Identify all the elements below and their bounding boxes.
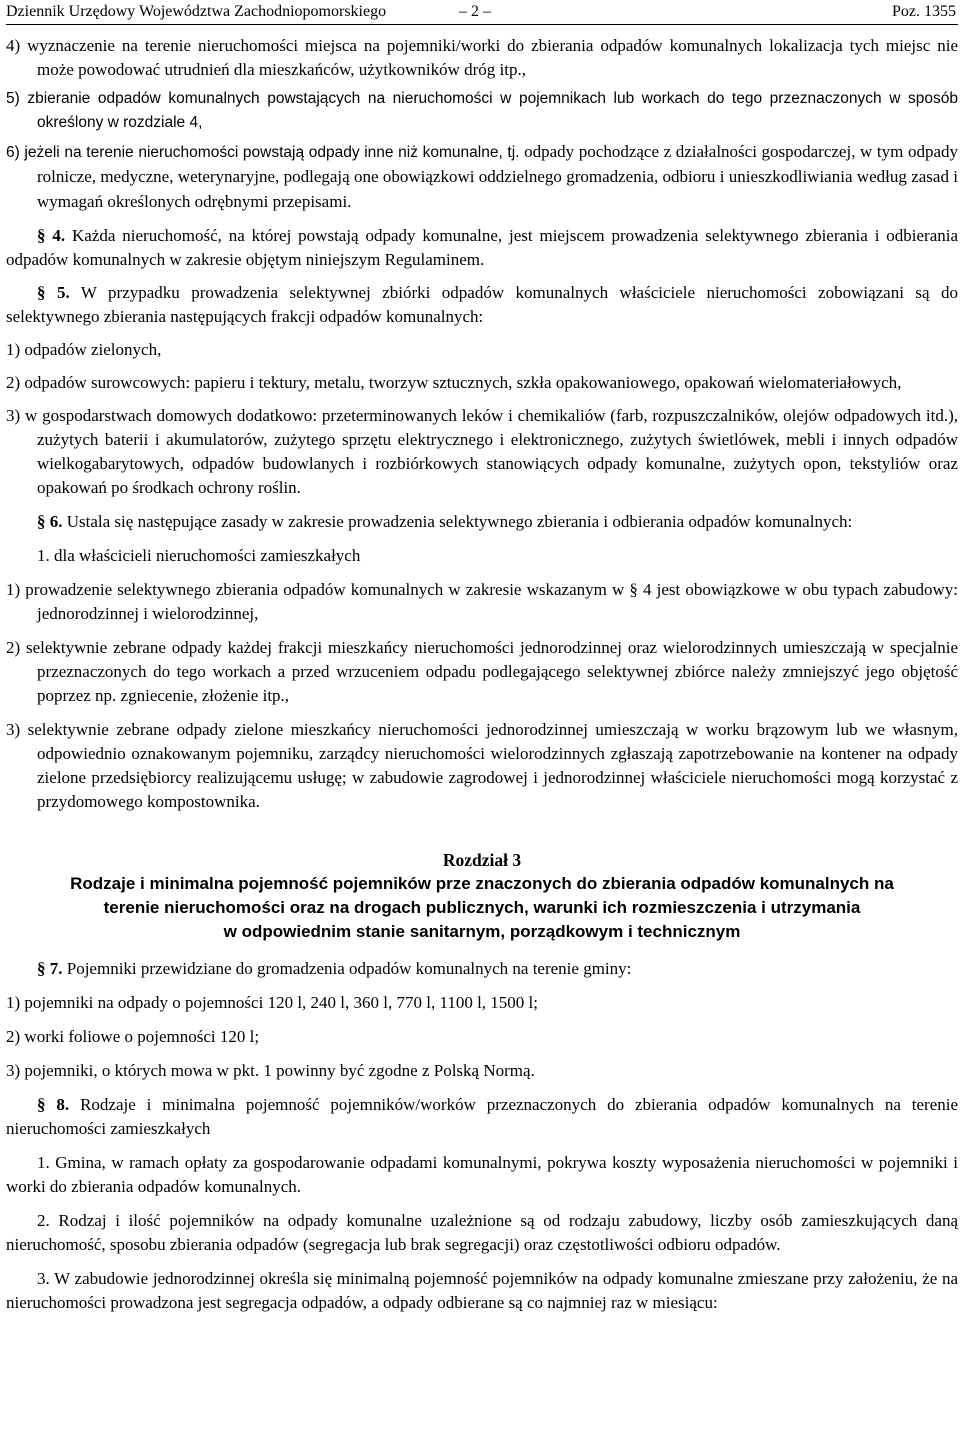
list-item: [6, 140, 958, 215]
list-item: 4) wyznaczenie na terenie nieruchomości miejsca na pojemniki/worki do zbierania odpadów komunalnych lokalizacja tych miejsc nie może powodować utrudnień dla mieszkańców, użytkowników dróg itp.,: [6, 36, 958, 79]
position-number: Poz. 1355: [892, 3, 956, 20]
section-text: W przypadku prowadzenia selektywnej zbiórki odpadów komunalnych właściciele nieruchomości zobowiązani są do selektywnego zbierania następujących frakcji odpadów komunalnych:: [6, 283, 958, 326]
section-number: § 6.: [37, 512, 63, 531]
section-number: § 5.: [37, 283, 70, 302]
section-text: Każda nieruchomość, na której powstają odpady komunalne, jest miejscem prowadzenia selektywnego zbierania i odbierania odpadów komunalnych w zakresie objętym niniejszym Regulaminem.: [6, 226, 959, 269]
list-item: 2) selektywnie zebrane odpady każdej frakcji mieszkańcy nieruchomości jednorodzinnej oraz wielorodzinnych umieszczają w specjalnie przeznaczonych do tego workach a przed wrzuceniem odpadu podlegającego selektywnej zbiórce należy zmniejszyć jego objętość poprzez np. zgniecenie, złożenie itp.,: [6, 638, 958, 705]
document-page: [6, 0, 958, 1315]
section-text: Ustala się następujące zasady w zakresie prowadzenia selektywnego zbierania i odbierania odpadów komunalnych:: [66, 512, 853, 531]
chapter-heading: [6, 848, 958, 944]
list-item: 3) w gospodarstwach domowych dodatkowo: przeterminowanych leków i chemikaliów (farb, rozpuszczalników, olejów odpadowych itd.), zużytych baterii i akumulatorów, zużytego sprzętu elektrycznego i elektronicznego, zużytych świetlówek, mebli i innych odpadów wielkogabarytowych, odpadów budowlanych i rozbiórkowych stanowiących odpady komunalne, zużytych opon, tekstyliów oraz opakowań po środkach ochrony roślin.: [6, 406, 958, 497]
section-text: Rodzaje i minimalna pojemność pojemników/worków przeznaczonych do zbierania odpadów komunalnych na terenie nieruchomości zamieszkałych: [6, 1095, 959, 1138]
list-item: 1) odpadów zielonych,: [6, 340, 162, 359]
section-4: [6, 224, 958, 272]
chapter-title-line: Rodzaje i minimalna pojemność pojemników prze znaczonych do zbierania odpadów komunalnych na: [70, 874, 894, 893]
subsection-title: 1. dla właścicieli nieruchomości zamieszkałych: [37, 546, 361, 565]
section-7: [6, 957, 958, 981]
section-5: [6, 281, 958, 329]
list-item-start: 6) jeżeli na terenie nieruchomości powstają odpady inne niż komunalne, tj.: [6, 144, 520, 161]
list-item: 5) zbieranie odpadów komunalnych powstających na nieruchomości w pojemnikach lub workach do tego przeznaczonych w sposób określony w rozdziale 4,: [6, 90, 958, 131]
list-item: 3) selektywnie zebrane odpady zielone mieszkańcy nieruchomości jednorodzinnej umieszczają w worku brązowym lub we własnym, odpowiednio oznakowanym pojemniku, zarządcy nieruchomości wielorodzinnych zgłaszają zapotrzebowanie na kontener na odpady zielone przedsiębiorcy realizującemu usługę; w zabudowie zagrodowej i jednorodzinnej właściciele nieruchomości mogą korzystać z przydomowego kompostownika.: [6, 720, 958, 811]
section-8: [6, 1093, 958, 1141]
page-marker: – 2 –: [459, 3, 491, 20]
list-item: 1) prowadzenie selektywnego zbierania odpadów komunalnych w zakresie wskazanym w § 4 jest obowiązkowe w obu typach zabudowy: jednorodzinnej i wielorodzinnej,: [6, 580, 958, 623]
section-number: § 8.: [37, 1095, 70, 1114]
section-text: Pojemniki przewidziane do gromadzenia odpadów komunalnych na terenie gminy:: [66, 959, 632, 978]
paragraph: 3. W zabudowie jednorodzinnej określa się minimalną pojemność pojemników na odpady komunalne zmieszane przy założeniu, że na nieruchomości prowadzona jest segregacja odpadów, a odpady odbierane są co najmniej raz w miesiącu:: [6, 1269, 958, 1312]
section-number: § 7.: [37, 959, 63, 978]
paragraph: 1. Gmina, w ramach opłaty za gospodarowanie odpadami komunalnymi, pokrywa koszty wyposażenia nieruchomości w pojemniki i worki do zbierania odpadów komunalnych.: [6, 1153, 958, 1196]
chapter-title-line: terenie nieruchomości oraz na drogach publicznych, warunki ich rozmieszczenia i utrzymania: [103, 898, 861, 917]
list-item: 1) pojemniki na odpady o pojemności 120 l, 240 l, 360 l, 770 l, 1100 l, 1500 l;: [6, 993, 538, 1012]
list-item: 2) odpadów surowcowych: papieru i tektury, metalu, tworzyw sztucznych, szkła opakowaniowego, opakowań wielomateriałowych,: [6, 373, 902, 392]
list-item: 3) pojemniki, o których mowa w pkt. 1 powinny być zgodne z Polską Normą.: [6, 1061, 535, 1080]
chapter-number: Rozdział 3: [442, 850, 522, 870]
list-item: 2) worki foliowe o pojemności 120 l;: [6, 1027, 260, 1046]
items-top: [6, 34, 958, 215]
page-header: [6, 2, 958, 25]
section-number: § 4.: [37, 226, 66, 245]
list-item-rest: odpady pochodzące z działalności gospodarczej, w tym odpady rolnicze, medyczne, weterynaryjne, podlegają one obowiązkowi oddzielnego gromadzenia, odbioru i unieszkodliwiania według zasad i wymagań określonych odrębnymi przepisami.: [37, 142, 958, 211]
section-6: [6, 510, 958, 534]
paragraph: 2. Rodzaj i ilość pojemników na odpady komunalne uzależnione są od rodzaju zabudowy, liczby osób zamieszkujących daną nieruchomość, sposobu zbierania odpadów (segregacja lub brak segregacji) oraz częstotliwości odbioru odpadów.: [6, 1211, 958, 1254]
journal-title: Dziennik Urzędowy Województwa Zachodniopomorskiego: [6, 3, 387, 20]
chapter-title-line: w odpowiednim stanie sanitarnym, porządkowym i technicznym: [223, 922, 741, 941]
